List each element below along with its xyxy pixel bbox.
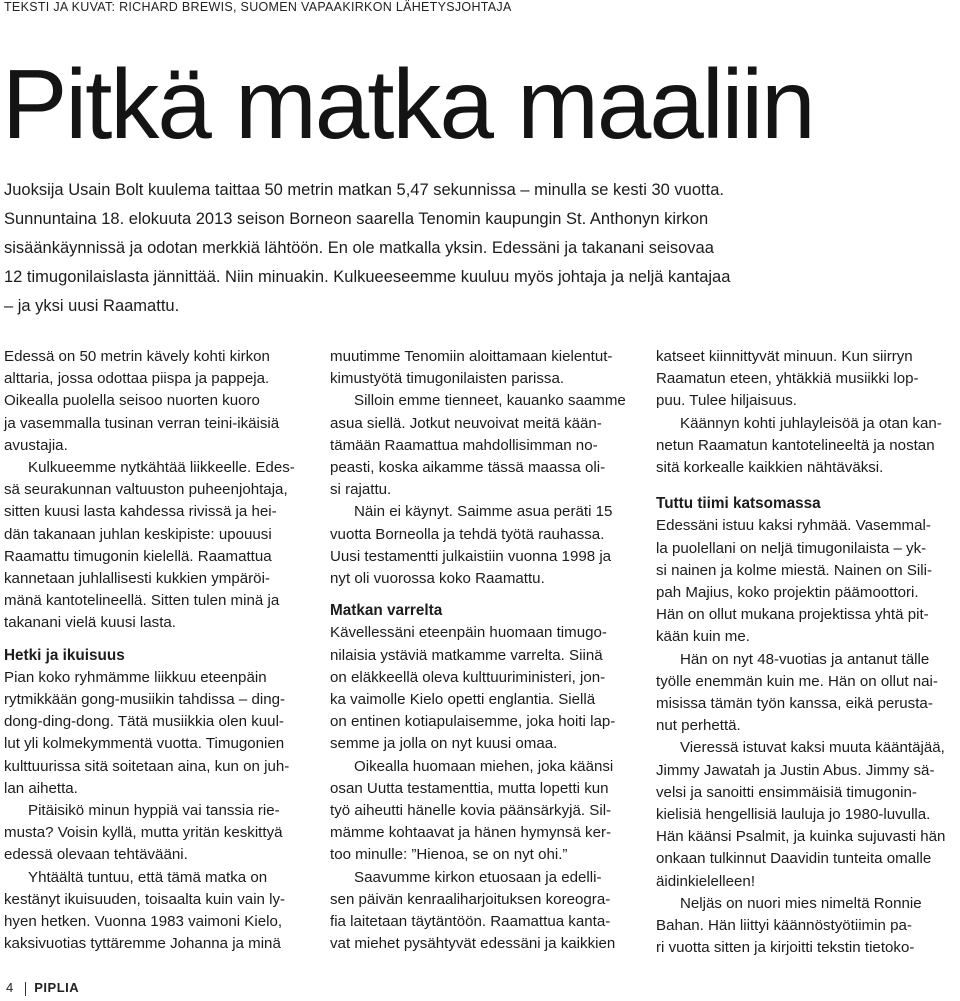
text-line: on entinen kotiapulaisemme, joka hoiti lap-: [330, 713, 616, 731]
text-line: Hän on nyt 48-vuotias ja antanut tälle: [680, 650, 930, 668]
text-line: Neljäs on nuori mies nimeltä Ronnie: [680, 894, 922, 912]
page-footer: [6, 980, 79, 996]
text-line: dong-ding-dong. Tätä musiikkia olen kuul-: [4, 713, 284, 731]
text-line: Saavumme kirkon etuosaan ja edelli-: [354, 868, 602, 886]
lead-paragraph: [4, 176, 954, 321]
text-line: alttaria, jossa odottaa piispa ja pappeja.: [4, 370, 270, 388]
text-line: työlle enemmän kuin me. Hän on ollut nai-: [656, 672, 938, 690]
text-line: netun Raamatun kantotelineeltä ja nostan: [656, 436, 935, 454]
lead-line: – ja yksi uusi Raamattu.: [4, 297, 180, 315]
lead-line: 12 timugonilaislasta jännittää. Niin minuakin. Kulkueeseemme kuuluu myös johtaja ja neljä kantajaa: [4, 268, 731, 286]
lead-line: Juoksija Usain Bolt kuulema taittaa 50 metrin matkan 5,47 sekunnissa – minulla se kesti 30 vuotta.: [4, 181, 724, 199]
text-line: mämme kohtaavat ja hänen hymynsä ker-: [330, 824, 612, 842]
text-line: la puolellani on neljä timugonilaista – yk-: [656, 539, 927, 557]
text-line: sä seurakunnan valtuuston puheenjohtaja,: [4, 481, 288, 499]
text-line: muutimme Tenomiin aloittamaan kielentut-: [330, 348, 613, 365]
text-line: semme ja jolla on nyt kuusi omaa.: [330, 735, 558, 753]
text-line: sitten kuusi lasta kahdessa rivissä ja hei-: [4, 503, 277, 521]
section-spacer: [330, 590, 634, 600]
text-line: kulttuurissa sitä soitetaan aina, kun on juh-: [4, 757, 290, 775]
text-line: vuotta Borneolla ja tehdä työtä rauhassa.: [330, 525, 605, 543]
text-line: Oikealla huomaan miehen, joka käänsi: [354, 757, 614, 775]
text-line: peasti, koska aikamme tässä maassa oli-: [330, 459, 606, 477]
text-line: Jimmy Jawatah ja Justin Abus. Jimmy sä-: [656, 761, 935, 779]
text-line: fia laitetaan täytäntöön. Raamattua kanta-: [330, 913, 611, 931]
text-line: puu. Tulee hiljaisuus.: [656, 392, 797, 410]
text-line: too minulle: ”Hienoa, se on nyt ohi.”: [330, 846, 568, 864]
text-line: kannetaan juhlallisesti kukkien ympäröi-: [4, 570, 270, 588]
text-line: lut yli kolmekymmentä vuotta. Timugonien: [4, 735, 285, 753]
lead-line: Sunnuntaina 18. elokuuta 2013 seison Borneon saarella Tenomin kaupungin St. Anthonyn kirkon: [4, 210, 709, 228]
article-title: Pitkä matka maaliin: [2, 49, 814, 159]
text-line: Raamattu timugonin kielellä. Raamattua: [4, 547, 272, 565]
text-line: misissa tämän työn kanssa, eikä perusta-: [656, 695, 933, 713]
text-line: Hän käänsi Psalmit, ja kuinka sujuvasti hän: [656, 828, 946, 846]
text-line: hyen hetken. Vuonna 1983 vaimoni Kielo,: [4, 913, 283, 931]
text-line: nilaisia ystäviä matkamme varrelta. Siinä: [330, 646, 603, 664]
text-line: kielisiä hengellisiä lauluja jo 1980-luvulla.: [656, 806, 931, 824]
text-line: kään kuin me.: [656, 628, 750, 646]
text-line: vat miehet pysähtyvät edessäni ja kaikkien: [330, 935, 616, 953]
text-line: sitä korkealle kaikkien nähtäväksi.: [656, 459, 884, 477]
footer-divider: [25, 982, 26, 996]
text-line: edessä olevaan tehtävääni.: [4, 846, 188, 864]
text-line: kimustyötä timugonilaisten parissa.: [330, 370, 565, 388]
text-line: ka vaimolle Kielo opetti englantia. Siellä: [330, 691, 596, 709]
text-line: Yhtäältä tuntuu, että tämä matka on: [28, 868, 268, 886]
text-line: Käännyn kohti juhlayleisöä ja otan kan-: [680, 414, 942, 432]
text-line: lan aihetta.: [4, 779, 78, 797]
text-line: takanani vielä kuusi lasta.: [4, 614, 177, 632]
section-heading: Matkan varrelta: [330, 602, 443, 620]
text-line: Oikealla puolella seisoo nuorten kuoro: [4, 392, 260, 410]
text-line: Raamatun eteen, yhtäkkiä musiikki lop-: [656, 370, 919, 388]
body-column-1: [4, 346, 308, 955]
text-line: velsi ja sanoitti ensimmäisiä timugonin-: [656, 783, 917, 801]
text-line: si rajattu.: [330, 481, 392, 499]
text-line: äidinkielelleen!: [656, 872, 756, 890]
text-line: rytmikkään gong-musiikin tahdissa – ding-: [4, 691, 286, 709]
text-line: Hän on ollut mukana projektissa yhtä pit-: [656, 606, 929, 624]
text-line: dän takanaan juhlan keskipiste: upouusi: [4, 525, 272, 543]
byline: TEKSTI JA KUVAT: RICHARD BREWIS, SUOMEN VAPAAKIRKON LÄHETYSJOHTAJA: [4, 0, 512, 14]
text-line: Vieressä istuvat kaksi muuta kääntäjää,: [680, 739, 945, 757]
body-column-3: [656, 346, 956, 959]
section-spacer: [656, 479, 956, 493]
lead-line: sisäänkäynnissä ja odotan merkkiä lähtöön. En ole matkalla yksin. Edessäni ja takanani seisovaa: [4, 239, 714, 257]
text-line: musta? Voisin kyllä, mutta yritän keskittyä: [4, 824, 283, 842]
text-line: pah Majius, koko projektin päämoottori.: [656, 584, 919, 602]
text-line: Kulkueemme nytkähtää liikkeelle. Edes-: [28, 459, 295, 477]
text-line: työ aiheutti hänelle kovia päänsärkyjä. Sil-: [330, 802, 612, 820]
text-line: Uusi testamentti julkaistiin vuonna 1998 ja: [330, 547, 612, 565]
page-number: 4: [6, 980, 14, 995]
text-line: katseet kiinnittyvät minuun. Kun siirryn: [656, 348, 913, 365]
text-line: nut perhettä.: [656, 717, 741, 735]
section-heading: Tuttu tiimi katsomassa: [656, 495, 821, 513]
text-line: kaksivuotias tyttäremme Johanna ja minä: [4, 935, 281, 953]
text-line: Näin ei käynyt. Saimme asua peräti 15: [354, 503, 613, 521]
text-line: Bahan. Hän liittyi käännöstyötiimin pa-: [656, 917, 912, 935]
text-line: Edessäni istuu kaksi ryhmää. Vasemmal-: [656, 517, 931, 535]
body-column-2: [330, 346, 634, 955]
text-line: Pian koko ryhmämme liikkuu eteenpäin: [4, 668, 267, 686]
text-line: ri vuotta sitten ja kirjoitti tekstin tietoko-: [656, 939, 915, 957]
text-line: asua siellä. Jotkut neuvoivat meitä kään-: [330, 414, 602, 432]
section-spacer: [4, 635, 308, 645]
text-line: avustajia.: [4, 436, 68, 454]
text-line: onkaan tulkinnut Daavidin tunteita omalle: [656, 850, 932, 868]
text-line: Pitäisikö minun hyppiä vai tanssia rie-: [28, 802, 280, 820]
text-line: Kävellessäni eteenpäin huomaan timugo-: [330, 624, 607, 642]
text-line: nyt oli vuorossa koko Raamattu.: [330, 570, 545, 588]
text-line: osan Uutta testamenttia, mutta lopetti kun: [330, 779, 609, 797]
text-line: sen päivän kenraaliharjoituksen koreogra-: [330, 890, 611, 908]
text-line: Silloin emme tienneet, kauanko saamme: [354, 392, 626, 410]
section-heading: Hetki ja ikuisuus: [4, 646, 125, 664]
text-line: tämään Raamattua mahdollisimman no-: [330, 436, 598, 454]
text-line: si nainen ja kolme miestä. Nainen on Sili-: [656, 561, 933, 579]
text-line: kestänyt ikuisuuden, toisaalta kuin vain ly-: [4, 890, 286, 908]
text-line: Edessä on 50 metrin kävely kohti kirkon: [4, 348, 270, 365]
text-line: mänä kantotelineellä. Sitten tulen minä ja: [4, 592, 280, 610]
magazine-name: PIPLIA: [34, 980, 80, 995]
text-line: on eläkkeellä oleva kulttuuriministeri, jon-: [330, 668, 606, 686]
text-line: ja vasemmalla tusinan verran teini-ikäisiä: [4, 414, 280, 432]
